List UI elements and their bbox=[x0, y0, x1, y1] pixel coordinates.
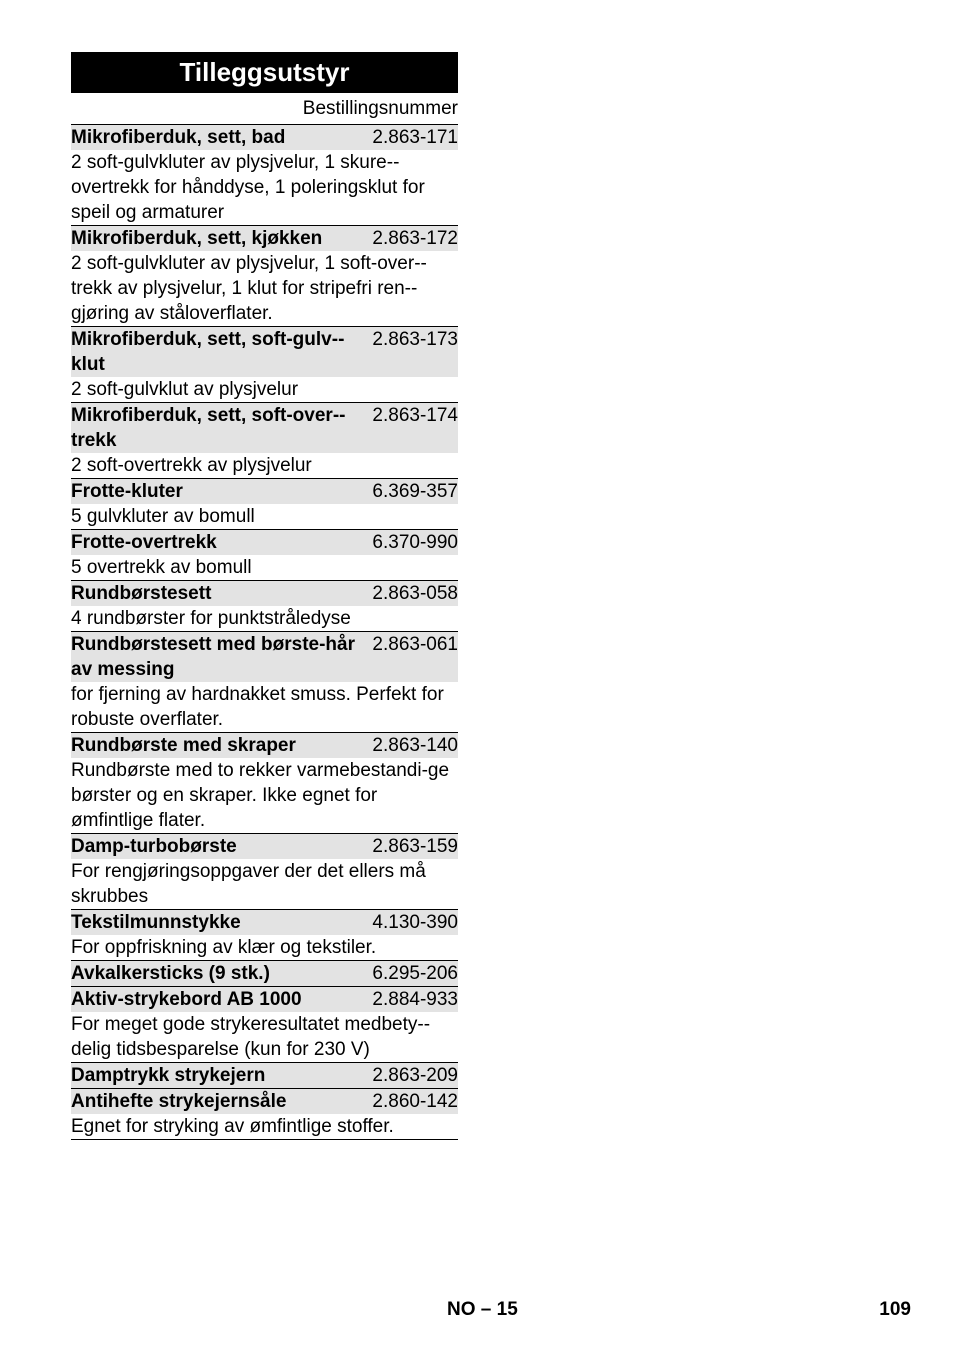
accessory-name: Tekstilmunnstykke bbox=[71, 912, 241, 933]
accessory-order-number: 2.863-171 bbox=[372, 127, 458, 148]
accessory-order-number: 4.130-390 bbox=[372, 912, 458, 933]
accessory-description: For rengjøringsoppgaver der det ellers må skrubbes bbox=[71, 861, 426, 907]
accessory-order-number: 2.860-142 bbox=[372, 1091, 458, 1112]
accessory-entry bbox=[71, 326, 458, 402]
accessory-description: 4 rundbørster for punktstråledyse bbox=[71, 608, 351, 629]
accessories-column bbox=[71, 52, 458, 1140]
accessory-entry bbox=[71, 124, 458, 225]
accessory-entry bbox=[71, 833, 458, 909]
accessory-order-number: 6.370-990 bbox=[372, 532, 458, 553]
accessory-header-row bbox=[71, 733, 458, 758]
accessory-header-row bbox=[71, 961, 458, 986]
accessory-name: Mikrofiberduk, sett, soft-over-trekk bbox=[71, 405, 346, 451]
accessory-entry bbox=[71, 909, 458, 960]
accessory-header-row bbox=[71, 226, 458, 251]
accessory-name: Mikrofiberduk, sett, kjøkken bbox=[71, 228, 323, 249]
accessory-description: 2 soft-gulvkluter av plysjvelur, 1 soft-over-trekk av plysjvelur, 1 klut for stripefri ren-gjøring av ståloverflater. bbox=[71, 253, 427, 324]
accessory-header-row bbox=[71, 1063, 458, 1088]
order-number-header: Bestillingsnummer bbox=[302, 98, 458, 119]
accessory-description: 2 soft-gulvkluter av plysjvelur, 1 skure-overtrekk for hånddyse, 1 poleringsklut for speil og armaturer bbox=[71, 152, 425, 223]
accessory-name: Frotte-overtrekk bbox=[71, 532, 217, 553]
accessory-entry bbox=[71, 986, 458, 1062]
accessory-entry bbox=[71, 402, 458, 478]
accessory-order-number: 2.863-209 bbox=[372, 1065, 458, 1086]
accessory-name: Frotte-kluter bbox=[71, 481, 183, 502]
accessory-name: Damptrykk strykejern bbox=[71, 1065, 266, 1086]
accessory-description: 5 overtrekk av bomull bbox=[71, 557, 252, 578]
accessory-header-row bbox=[71, 1089, 458, 1114]
accessory-entry bbox=[71, 1062, 458, 1088]
accessory-name: Aktiv-strykebord AB 1000 bbox=[71, 989, 302, 1010]
accessory-name: Mikrofiberduk, sett, bad bbox=[71, 127, 286, 148]
accessory-description: For meget gode strykeresultatet medbety-delig tidsbesparelse (kun for 230 V) bbox=[71, 1014, 431, 1060]
accessory-description: Egnet for stryking av ømfintlige stoffer. bbox=[71, 1116, 394, 1137]
accessory-description: 2 soft-overtrekk av plysjvelur bbox=[71, 455, 312, 476]
accessory-header-row bbox=[71, 403, 458, 453]
accessory-order-number: 6.295-206 bbox=[372, 963, 458, 984]
accessory-header-row bbox=[71, 834, 458, 859]
accessory-order-number: 6.369-357 bbox=[372, 481, 458, 502]
accessory-header-row bbox=[71, 632, 458, 682]
accessory-name: Rundbørstesett bbox=[71, 583, 212, 604]
accessory-description: For oppfriskning av klær og tekstiler. bbox=[71, 937, 377, 958]
footer-section-code: NO – 15 bbox=[447, 1299, 518, 1320]
accessory-entry bbox=[71, 631, 458, 732]
accessory-entry bbox=[71, 960, 458, 986]
accessory-header-row bbox=[71, 327, 458, 377]
accessory-header-row bbox=[71, 125, 458, 150]
accessory-header-row bbox=[71, 479, 458, 504]
accessory-order-number: 2.863-061 bbox=[372, 634, 458, 655]
accessory-order-number: 2.884-933 bbox=[372, 989, 458, 1010]
accessory-name: Rundbørste med skraper bbox=[71, 735, 296, 756]
accessory-entry bbox=[71, 732, 458, 833]
accessory-name: Damp-turbobørste bbox=[71, 836, 237, 857]
accessory-name: Avkalkersticks (9 stk.) bbox=[71, 963, 270, 984]
accessory-order-number: 2.863-058 bbox=[372, 583, 458, 604]
accessory-header-row bbox=[71, 910, 458, 935]
accessory-description: 2 soft-gulvklut av plysjvelur bbox=[71, 379, 299, 400]
accessory-name: Antihefte strykejernsåle bbox=[71, 1091, 287, 1112]
accessory-header-row bbox=[71, 581, 458, 606]
accessory-entry bbox=[71, 529, 458, 580]
accessory-description: 5 gulvkluter av bomull bbox=[71, 506, 255, 527]
accessory-name: Rundbørstesett med børste-hår av messing bbox=[71, 634, 355, 680]
accessory-entry bbox=[71, 225, 458, 326]
accessory-order-number: 2.863-174 bbox=[372, 405, 458, 426]
accessory-description: for fjerning av hardnakket smuss. Perfekt for robuste overflater. bbox=[71, 684, 444, 730]
accessory-entry bbox=[71, 580, 458, 631]
section-title: Tilleggsutstyr bbox=[71, 52, 458, 93]
page-number: 109 bbox=[879, 1299, 911, 1320]
accessory-name: Mikrofiberduk, sett, soft-gulv-klut bbox=[71, 329, 345, 375]
accessory-header-row bbox=[71, 530, 458, 555]
accessory-description: Rundbørste med to rekker varmebestandi-ge børster og en skraper. Ikke egnet for ømfintlige flater. bbox=[71, 760, 450, 831]
accessory-order-number: 2.863-172 bbox=[372, 228, 458, 249]
accessory-order-number: 2.863-159 bbox=[372, 836, 458, 857]
accessory-entry bbox=[71, 1088, 458, 1140]
accessory-list bbox=[71, 124, 458, 1140]
accessory-entry bbox=[71, 478, 458, 529]
accessory-order-number: 2.863-173 bbox=[372, 329, 458, 350]
accessory-header-row bbox=[71, 987, 458, 1012]
accessory-order-number: 2.863-140 bbox=[372, 735, 458, 756]
